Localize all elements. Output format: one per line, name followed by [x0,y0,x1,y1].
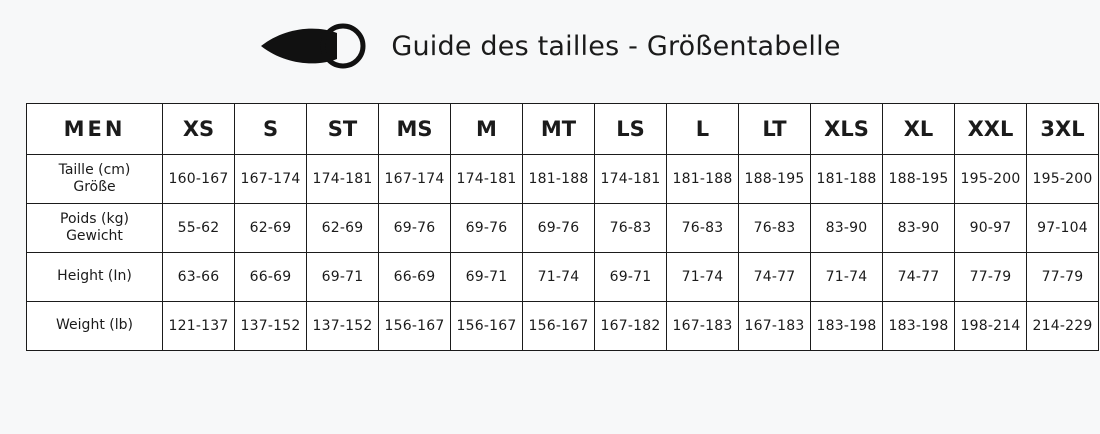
cell-value: 71-74 [523,253,595,302]
cell-value: 55-62 [163,204,235,253]
column-header-lt: LT [739,104,811,155]
table-row [27,204,1099,253]
column-header-mt: MT [523,104,595,155]
cell-value: 174-181 [307,155,379,204]
cell-value: 183-198 [811,302,883,351]
row-label-weight-kg [27,204,163,253]
cell-value: 71-74 [811,253,883,302]
cell-value: 167-183 [739,302,811,351]
brand-eye-logo [259,23,369,69]
cell-value: 62-69 [307,204,379,253]
cell-value: 74-77 [883,253,955,302]
cell-value: 181-188 [667,155,739,204]
cell-value: 198-214 [955,302,1027,351]
cell-value: 174-181 [595,155,667,204]
cell-value: 62-69 [235,204,307,253]
column-header-xl: XL [883,104,955,155]
cell-value: 63-66 [163,253,235,302]
cell-value: 66-69 [235,253,307,302]
cell-value: 69-76 [523,204,595,253]
cell-value: 76-83 [667,204,739,253]
cell-value: 188-195 [883,155,955,204]
row-label-height-in [27,253,163,302]
row-label-line1: Poids (kg) [60,210,129,227]
row-label-line1: Weight (lb) [56,317,133,334]
table-row [27,155,1099,204]
cell-value: 76-83 [739,204,811,253]
column-header-m: M [451,104,523,155]
cell-value: 156-167 [379,302,451,351]
cell-value: 183-198 [883,302,955,351]
cell-value: 137-152 [307,302,379,351]
column-header-xs: XS [163,104,235,155]
row-label-weight-lb [27,302,163,351]
cell-value: 181-188 [523,155,595,204]
cell-value: 76-83 [595,204,667,253]
cell-value: 69-71 [307,253,379,302]
cell-value: 167-182 [595,302,667,351]
cell-value: 69-71 [451,253,523,302]
cell-value: 167-174 [235,155,307,204]
table-row [27,302,1099,351]
column-header-s: S [235,104,307,155]
table-header-row [27,104,1099,155]
column-header-xls: XLS [811,104,883,155]
cell-value: 69-71 [595,253,667,302]
cell-value: 156-167 [523,302,595,351]
size-table-container [26,103,1093,351]
column-header-st: ST [307,104,379,155]
column-header-ms: MS [379,104,451,155]
cell-value: 156-167 [451,302,523,351]
cell-value: 181-188 [811,155,883,204]
row-label-line1: Height (In) [57,268,132,285]
table-corner-label: MEN [27,104,163,155]
cell-value: 167-183 [667,302,739,351]
cell-value: 77-79 [955,253,1027,302]
cell-value: 188-195 [739,155,811,204]
row-label-line1: Taille (cm) [58,161,131,178]
cell-value: 74-77 [739,253,811,302]
cell-value: 97-104 [1027,204,1099,253]
cell-value: 90-97 [955,204,1027,253]
cell-value: 195-200 [1027,155,1099,204]
cell-value: 69-76 [451,204,523,253]
column-header-l: L [667,104,739,155]
cell-value: 214-229 [1027,302,1099,351]
size-table [26,103,1099,351]
page-header [0,0,1100,92]
cell-value: 83-90 [811,204,883,253]
page-title: Guide des tailles - Größentabelle [391,30,841,62]
cell-value: 77-79 [1027,253,1099,302]
column-header-ls: LS [595,104,667,155]
cell-value: 121-137 [163,302,235,351]
row-label-line2: Gewicht [66,228,123,244]
cell-value: 195-200 [955,155,1027,204]
cell-value: 69-76 [379,204,451,253]
cell-value: 167-174 [379,155,451,204]
cell-value: 71-74 [667,253,739,302]
cell-value: 174-181 [451,155,523,204]
cell-value: 66-69 [379,253,451,302]
row-label-height-cm [27,155,163,204]
cell-value: 137-152 [235,302,307,351]
cell-value: 160-167 [163,155,235,204]
column-header-3xl: 3XL [1027,104,1099,155]
column-header-xxl: XXL [955,104,1027,155]
cell-value: 83-90 [883,204,955,253]
row-label-line2: Größe [73,179,116,195]
table-row [27,253,1099,302]
